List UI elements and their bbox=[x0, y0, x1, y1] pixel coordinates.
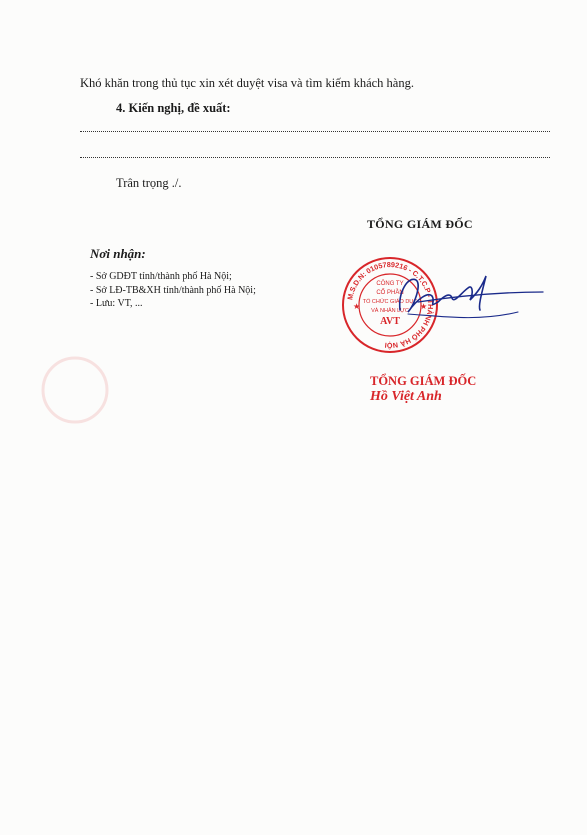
stamp-name: Hồ Việt Anh bbox=[370, 389, 442, 404]
signature-title: TỔNG GIÁM ĐỐC bbox=[367, 217, 473, 231]
dotted-fill-line-2 bbox=[80, 156, 550, 158]
recipients-title: Nơi nhận: bbox=[90, 246, 146, 261]
svg-text:CÔNG TY: CÔNG TY bbox=[376, 281, 404, 287]
svg-text:CỔ PHẦN: CỔ PHẦN bbox=[376, 290, 404, 296]
svg-text:★: ★ bbox=[420, 302, 428, 311]
svg-text:AVT: AVT bbox=[380, 316, 400, 327]
dotted-fill-line-1 bbox=[80, 130, 550, 132]
section-4-heading: 4. Kiến nghị, đề xuất: bbox=[116, 101, 231, 115]
recipients-list bbox=[90, 270, 256, 311]
svg-text:M.S.D.N: 0105789216 - C.T.C.P: M.S.D.N: 0105789216 - C.T.C.P - THÀNH PHỐ HÀ NỘI bbox=[345, 259, 436, 351]
svg-text:★: ★ bbox=[353, 302, 361, 311]
difficulty-line: Khó khăn trong thủ tục xin xét duyệt visa và tìm kiếm khách hàng. bbox=[80, 76, 414, 90]
svg-text:VÀ NHÂN LỰC: VÀ NHÂN LỰC bbox=[371, 308, 409, 314]
recipient-item: - Sở LĐ-TB&XH tỉnh/thành phố Hà Nội; bbox=[90, 284, 256, 298]
handwritten-signature-icon bbox=[378, 262, 548, 337]
recipient-item: - Lưu: VT, ... bbox=[90, 297, 256, 311]
svg-text:TỔ CHỨC GIÁO DỤC: TỔ CHỨC GIÁO DỤC bbox=[362, 299, 418, 305]
closing-line: Trân trọng ./. bbox=[116, 176, 182, 190]
bleed-through-seal-icon bbox=[40, 350, 110, 430]
recipient-item: - Sở GDĐT tỉnh/thành phố Hà Nội; bbox=[90, 270, 256, 284]
stamp-title: TỔNG GIÁM ĐỐC bbox=[370, 374, 477, 388]
